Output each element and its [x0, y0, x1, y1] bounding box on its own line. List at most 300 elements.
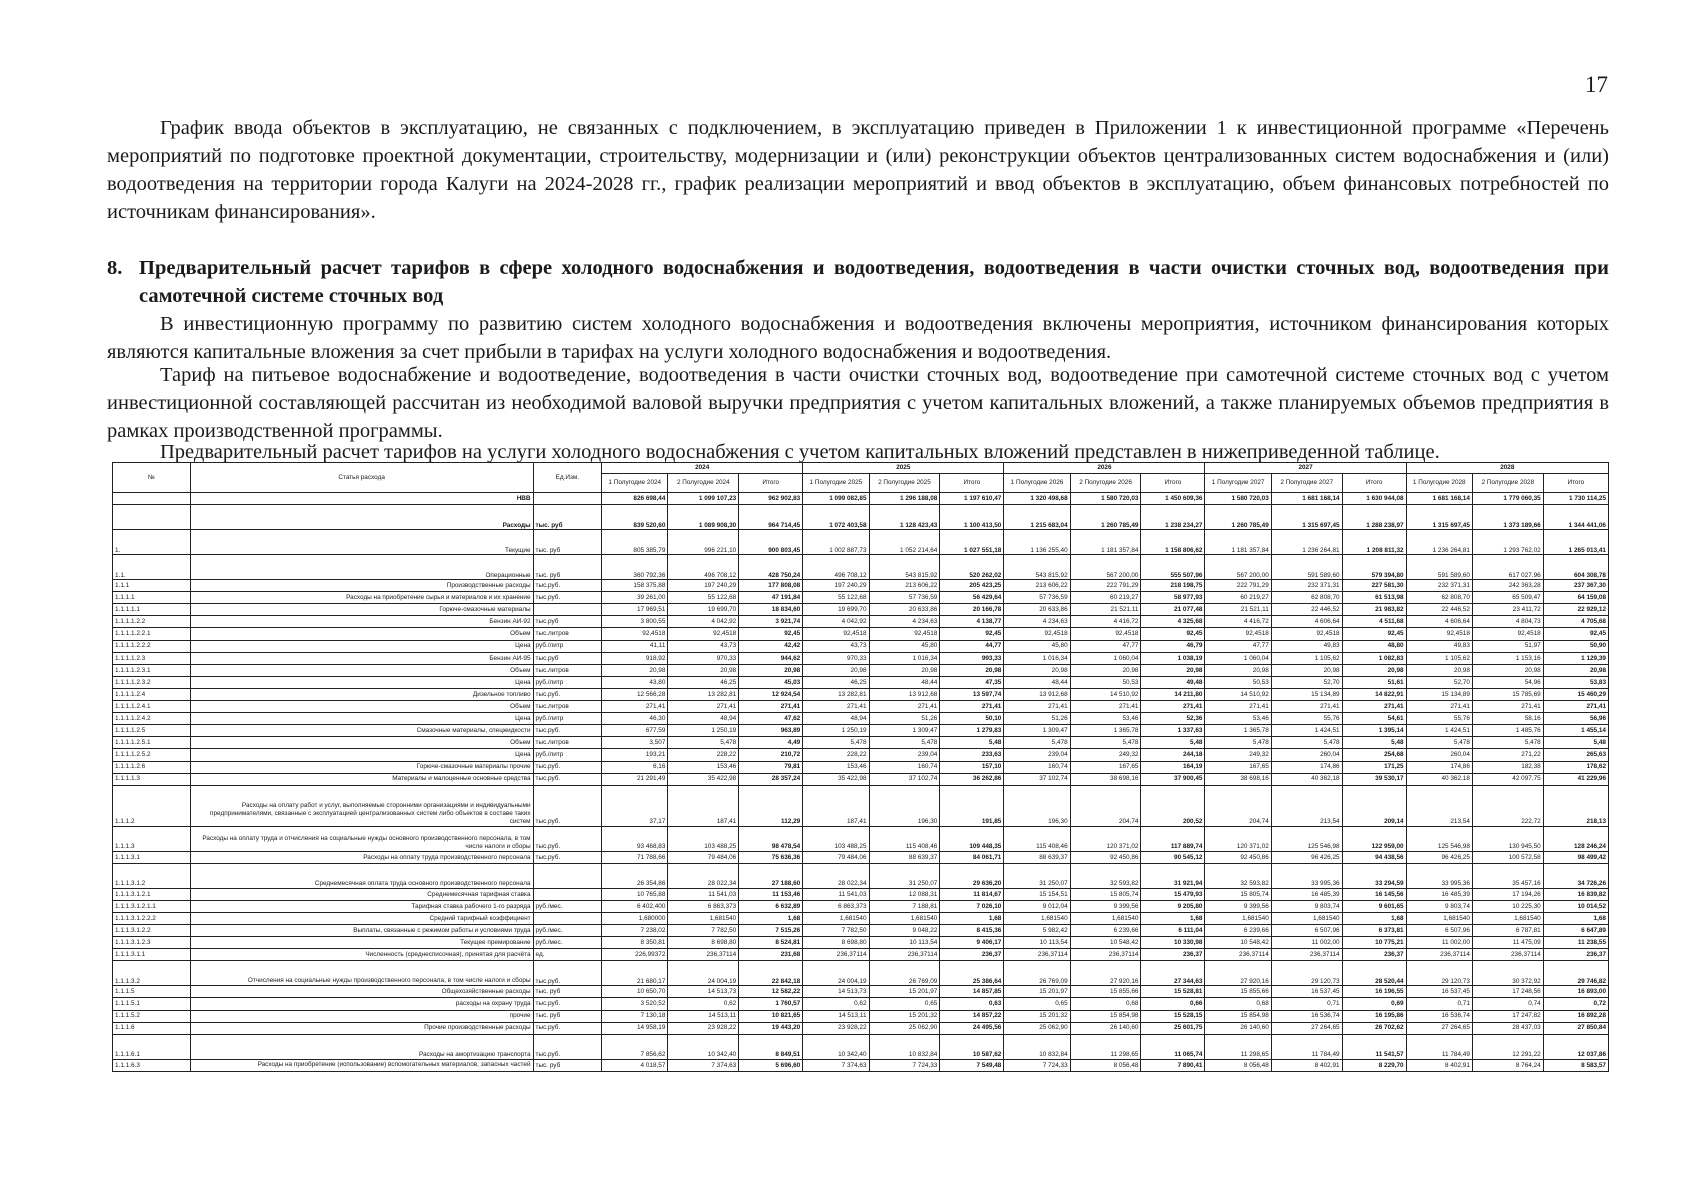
- cell-year-total: 209,14: [1342, 785, 1406, 826]
- cell-value: 543 815,92: [869, 555, 940, 580]
- cell-value: 4 234,63: [869, 616, 940, 628]
- cell-year-total: 962 902,83: [739, 493, 803, 505]
- row-unit: руб./литр: [533, 749, 602, 761]
- row-item-name: Цена: [190, 676, 533, 688]
- table-row: [113, 604, 1609, 616]
- cell-value: 9 803,74: [1406, 900, 1472, 912]
- cell-year-total: 1 265 013,41: [1543, 530, 1608, 555]
- cell-value: 826 698,44: [602, 493, 668, 505]
- cell-value: 0,62: [668, 998, 739, 1010]
- cell-year-total: 8 849,51: [739, 1034, 803, 1059]
- cell-value: 92,4518: [869, 628, 940, 640]
- row-unit: тыс.литров: [533, 664, 602, 676]
- cell-value: 20,98: [668, 664, 739, 676]
- cell-year-total: 5,48: [940, 737, 1004, 749]
- cell-value: 14 510,92: [1205, 688, 1271, 700]
- cell-value: 15 201,32: [869, 1010, 940, 1022]
- cell-value: 92,4518: [668, 628, 739, 640]
- row-unit: руб./литр: [533, 640, 602, 652]
- cell-value: 12 088,31: [869, 888, 940, 900]
- cell-value: 11 298,65: [1205, 1034, 1271, 1059]
- table-row: [113, 888, 1609, 900]
- cell-value: 13 282,81: [803, 688, 869, 700]
- cell-year-total: 52,36: [1141, 713, 1205, 725]
- cell-value: 6 239,66: [1205, 925, 1271, 937]
- cell-year-total: 49,48: [1141, 676, 1205, 688]
- cell-value: 42 097,75: [1472, 773, 1543, 785]
- table-row: [113, 949, 1609, 961]
- cell-value: 31 250,07: [869, 863, 940, 888]
- cell-value: 232 371,31: [1406, 580, 1472, 592]
- row-number: 1.1.1.1.3: [113, 773, 191, 785]
- table-row: [113, 761, 1609, 773]
- cell-value: 14 513,73: [668, 986, 739, 998]
- cell-value: 46,25: [803, 676, 869, 688]
- row-item-name: Бензин АИ-95: [190, 652, 533, 664]
- cell-value: 55,76: [1271, 713, 1342, 725]
- header-year: 2024: [602, 463, 803, 474]
- tariff-calculation-table: [112, 462, 1609, 1072]
- cell-value: 20 633,86: [869, 604, 940, 616]
- row-item-name: Отчисления на социальные нужды производственного персонала, в том числе налоги и сборы: [190, 961, 533, 986]
- cell-value: 8 698,80: [668, 937, 739, 949]
- row-unit: [533, 888, 602, 900]
- header-year: 2025: [803, 463, 1004, 474]
- cell-value: 92,4518: [1070, 628, 1141, 640]
- cell-value: 8 056,48: [1205, 1059, 1271, 1071]
- cell-value: 92,4518: [1406, 628, 1472, 640]
- cell-value: 38 698,16: [1070, 773, 1141, 785]
- cell-year-total: 271,41: [1141, 701, 1205, 713]
- cell-year-total: 8 524,81: [739, 937, 803, 949]
- cell-value: 239,04: [1004, 749, 1070, 761]
- cell-year-total: 10 587,62: [940, 1034, 1004, 1059]
- cell-value: 918,92: [602, 652, 668, 664]
- cell-year-total: 42,42: [739, 640, 803, 652]
- header-total: Итого: [1141, 474, 1205, 493]
- cell-value: 0,65: [869, 998, 940, 1010]
- row-number: 1.1.1.1.2.3.1: [113, 664, 191, 676]
- cell-year-total: 1 158 806,62: [1141, 530, 1205, 555]
- cell-year-total: 231,68: [739, 949, 803, 961]
- cell-value: 11 784,49: [1271, 1034, 1342, 1059]
- cell-year-total: 50,90: [1543, 640, 1608, 652]
- row-number: 1.1.1.1.2.6: [113, 761, 191, 773]
- cell-value: 9 803,74: [1271, 900, 1342, 912]
- cell-value: 51,26: [1004, 713, 1070, 725]
- row-item-name: Выплаты, связанные с режимом работы и условиями труда: [190, 925, 533, 937]
- cell-value: 271,41: [1004, 701, 1070, 713]
- row-unit: руб./мес.: [533, 900, 602, 912]
- cell-value: 58,16: [1472, 713, 1543, 725]
- page-number: 17: [1585, 72, 1608, 97]
- section-heading: [107, 254, 1609, 310]
- cell-value: 23 411,72: [1472, 604, 1543, 616]
- row-number: 1.1.1.2: [113, 785, 191, 826]
- cell-year-total: 58 977,93: [1141, 592, 1205, 604]
- cell-value: 213,54: [1406, 785, 1472, 826]
- cell-year-total: 11 238,55: [1543, 937, 1608, 949]
- cell-value: 31 250,07: [1004, 863, 1070, 888]
- cell-value: 8 350,81: [602, 937, 668, 949]
- cell-value: 591 589,60: [1406, 555, 1472, 580]
- cell-year-total: 6 373,81: [1342, 925, 1406, 937]
- cell-year-total: 12 924,54: [739, 688, 803, 700]
- cell-value: 79 484,06: [803, 851, 869, 863]
- cell-value: 226,99372: [602, 949, 668, 961]
- cell-value: 14 958,19: [602, 1022, 668, 1034]
- cell-value: 249,32: [1205, 749, 1271, 761]
- cell-year-total: 10 330,98: [1141, 937, 1205, 949]
- row-number: 1.1.1.5.2: [113, 1010, 191, 1022]
- cell-value: 47,77: [1205, 640, 1271, 652]
- cell-value: 4 606,64: [1271, 616, 1342, 628]
- cell-value: 1 485,76: [1472, 725, 1543, 737]
- cell-year-total: 254,68: [1342, 749, 1406, 761]
- cell-value: 43,80: [602, 676, 668, 688]
- cell-value: 567 200,00: [1205, 555, 1271, 580]
- cell-value: 7 374,63: [803, 1059, 869, 1071]
- cell-year-total: 41 229,96: [1543, 773, 1608, 785]
- cell-value: 16 537,45: [1406, 986, 1472, 998]
- cell-value: 49,83: [1271, 640, 1342, 652]
- table-row: [113, 688, 1609, 700]
- cell-year-total: 11 814,67: [940, 888, 1004, 900]
- cell-value: 1 002 887,73: [803, 530, 869, 555]
- row-unit: руб./мес.: [533, 937, 602, 949]
- cell-value: 271,41: [803, 701, 869, 713]
- cell-value: 21 680,17: [602, 961, 668, 986]
- header-name: Статья расхода: [190, 463, 533, 493]
- cell-value: 10 225,30: [1472, 900, 1543, 912]
- cell-value: 187,41: [803, 785, 869, 826]
- cell-value: 591 589,60: [1271, 555, 1342, 580]
- cell-value: 28 022,34: [803, 863, 869, 888]
- table-row: [113, 998, 1609, 1010]
- cell-value: 1,681540: [1472, 912, 1543, 924]
- cell-value: 7 782,50: [803, 925, 869, 937]
- cell-value: 93 468,83: [602, 826, 668, 851]
- cell-value: 1 293 762,02: [1472, 530, 1543, 555]
- cell-value: 213,54: [1271, 785, 1342, 826]
- cell-year-total: 271,41: [940, 701, 1004, 713]
- row-unit: тыс.руб.: [533, 785, 602, 826]
- cell-value: 5 982,42: [1004, 925, 1070, 937]
- cell-value: 26 140,60: [1205, 1022, 1271, 1034]
- cell-year-total: 92,45: [1543, 628, 1608, 640]
- cell-value: 65 509,47: [1472, 592, 1543, 604]
- cell-value: 236,37114: [1271, 949, 1342, 961]
- cell-value: 196,30: [1004, 785, 1070, 826]
- row-item-name: Среднемесячная оплата труда основного производственного персонала: [190, 863, 533, 888]
- cell-value: 35 422,98: [668, 773, 739, 785]
- row-unit: [533, 604, 602, 616]
- cell-year-total: 36 262,86: [940, 773, 1004, 785]
- header-h2: 2 Полугодие 2027: [1271, 474, 1342, 493]
- cell-value: 27 264,65: [1271, 1022, 1342, 1034]
- cell-value: 10 113,54: [1004, 937, 1070, 949]
- cell-year-total: 51,61: [1342, 676, 1406, 688]
- cell-year-total: 205 423,25: [940, 580, 1004, 592]
- cell-value: 17 247,82: [1472, 1010, 1543, 1022]
- cell-value: 1 424,51: [1271, 725, 1342, 737]
- cell-value: 8 764,24: [1472, 1059, 1543, 1071]
- cell-value: 15 805,74: [1070, 888, 1141, 900]
- header-no: №: [113, 463, 191, 493]
- cell-value: 92 450,86: [1205, 851, 1271, 863]
- row-number: 1.1.1.1.2.3.2: [113, 676, 191, 688]
- cell-value: 103 488,25: [803, 826, 869, 851]
- row-number: 1.: [113, 530, 191, 555]
- cell-value: 60 219,27: [1205, 592, 1271, 604]
- cell-value: 1 052 214,64: [869, 530, 940, 555]
- cell-value: 4 042,92: [803, 616, 869, 628]
- cell-year-total: 47,35: [940, 676, 1004, 688]
- cell-year-total: 10 014,52: [1543, 900, 1608, 912]
- cell-value: 160,74: [869, 761, 940, 773]
- row-number: 1.1.1.3.1.2.2.2: [113, 912, 191, 924]
- row-number: 1.1.1.3: [113, 826, 191, 851]
- row-item-name: Объем: [190, 628, 533, 640]
- cell-year-total: 993,33: [940, 652, 1004, 664]
- cell-year-total: 79,81: [739, 761, 803, 773]
- table-row: [113, 925, 1609, 937]
- table-row: [113, 1059, 1609, 1071]
- row-unit: руб./мес.: [533, 925, 602, 937]
- cell-year-total: 12 582,22: [739, 986, 803, 998]
- cell-value: 6 239,66: [1070, 925, 1141, 937]
- cell-year-total: 112,29: [739, 785, 803, 826]
- cell-year-total: 109 448,35: [940, 826, 1004, 851]
- row-number: 1.1.1.6.1: [113, 1034, 191, 1059]
- table-row: [113, 652, 1609, 664]
- cell-year-total: 5,48: [1543, 737, 1608, 749]
- cell-value: 32 593,82: [1205, 863, 1271, 888]
- cell-year-total: 45,03: [739, 676, 803, 688]
- cell-value: 1,681540: [1070, 912, 1141, 924]
- cell-value: 57 736,59: [1004, 592, 1070, 604]
- cell-value: 4 234,63: [1004, 616, 1070, 628]
- cell-value: 6 507,96: [1271, 925, 1342, 937]
- row-unit: [533, 493, 602, 505]
- row-unit: тыс.руб.: [533, 1034, 602, 1059]
- row-item-name: Цена: [190, 749, 533, 761]
- row-number: [113, 493, 191, 505]
- row-item-name: Цена: [190, 640, 533, 652]
- cell-value: 29 120,73: [1406, 961, 1472, 986]
- cell-year-total: 1 630 944,08: [1342, 493, 1406, 505]
- header-total: Итого: [940, 474, 1004, 493]
- row-number: 1.1.1.6: [113, 1022, 191, 1034]
- cell-value: 7 130,18: [602, 1010, 668, 1022]
- cell-value: 92,4518: [1004, 628, 1070, 640]
- cell-year-total: 0,72: [1543, 998, 1608, 1010]
- row-unit: тыс. руб: [533, 530, 602, 555]
- cell-year-total: 15 528,15: [1141, 1010, 1205, 1022]
- cell-value: 1 089 908,30: [668, 505, 739, 530]
- cell-value: 16 536,74: [1406, 1010, 1472, 1022]
- cell-year-total: 15 460,29: [1543, 688, 1608, 700]
- cell-value: 16 485,39: [1271, 888, 1342, 900]
- cell-year-total: 37 900,45: [1141, 773, 1205, 785]
- cell-value: 9 399,56: [1070, 900, 1141, 912]
- cell-value: 27 920,16: [1205, 961, 1271, 986]
- cell-value: 6 863,373: [803, 900, 869, 912]
- cell-year-total: 8 415,36: [940, 925, 1004, 937]
- cell-value: 7 724,33: [869, 1059, 940, 1071]
- cell-value: 26 140,60: [1070, 1022, 1141, 1034]
- cell-year-total: 39 530,17: [1342, 773, 1406, 785]
- cell-value: 1 580 720,03: [1070, 493, 1141, 505]
- row-number: 1.1.1.5.1: [113, 998, 191, 1010]
- cell-value: 839 520,60: [602, 505, 668, 530]
- cell-value: 50,53: [1205, 676, 1271, 688]
- cell-value: 260,04: [1406, 749, 1472, 761]
- cell-value: 20 633,86: [1004, 604, 1070, 616]
- row-unit: [533, 912, 602, 924]
- cell-value: 79 484,06: [668, 851, 739, 863]
- cell-year-total: 53,83: [1543, 676, 1608, 688]
- cell-value: 1 250,19: [803, 725, 869, 737]
- cell-value: 1 099 082,85: [803, 493, 869, 505]
- cell-value: 4 042,92: [668, 616, 739, 628]
- row-number: 1.1.1.3.1: [113, 851, 191, 863]
- cell-value: 1 250,19: [668, 725, 739, 737]
- row-unit: [533, 863, 602, 888]
- cell-year-total: 16 893,00: [1543, 986, 1608, 998]
- row-unit: тыс. руб: [533, 986, 602, 998]
- cell-value: 174,86: [1406, 761, 1472, 773]
- cell-value: 13 912,68: [869, 688, 940, 700]
- cell-value: 45,80: [869, 640, 940, 652]
- row-item-name: расходы на охрану труда: [190, 998, 533, 1010]
- cell-value: 1,681540: [869, 912, 940, 924]
- cell-value: 11 002,00: [1271, 937, 1342, 949]
- cell-value: 17 969,51: [602, 604, 668, 616]
- cell-year-total: 98 499,42: [1543, 851, 1608, 863]
- table-year-header-row: [113, 463, 1609, 474]
- cell-value: 23 928,22: [803, 1022, 869, 1034]
- row-item-name: Объем: [190, 737, 533, 749]
- cell-year-total: 8 229,70: [1342, 1059, 1406, 1071]
- cell-year-total: 6 647,89: [1543, 925, 1608, 937]
- cell-value: 11 002,00: [1406, 937, 1472, 949]
- cell-value: 23 928,22: [668, 1022, 739, 1034]
- cell-year-total: 21 077,48: [1141, 604, 1205, 616]
- cell-value: 271,41: [1205, 701, 1271, 713]
- table-row: [113, 725, 1609, 737]
- table-row: [113, 1010, 1609, 1022]
- cell-year-total: 218 198,75: [1141, 580, 1205, 592]
- table-row: [113, 530, 1609, 555]
- cell-year-total: 10 821,65: [739, 1010, 803, 1022]
- paragraph-text: В инвестиционную программу по развитию систем холодного водоснабжения и водоотведения включены мероприятия, источником финансирования которых являются капитальные вложения за счет прибыли в тарифах на услуги холодного водоснабжения и водоотведения.: [107, 313, 1609, 363]
- cell-year-total: 271,41: [1342, 701, 1406, 713]
- cell-value: 4 018,57: [602, 1059, 668, 1071]
- cell-value: 15 134,89: [1406, 688, 1472, 700]
- cell-year-total: 271,41: [739, 701, 803, 713]
- row-number: 1.1.1.6.3: [113, 1059, 191, 1071]
- cell-value: 5,478: [1271, 737, 1342, 749]
- row-item-name: Расходы на оплату работ и услуг, выполняемые сторонними организациями и индивидуальными предпринимателями, связанные с эксплуатацией централизованных систем либо объектов в составе таких систем: [190, 785, 533, 826]
- cell-year-total: 25 386,64: [940, 961, 1004, 986]
- cell-value: 14 513,11: [803, 1010, 869, 1022]
- cell-year-total: 1 337,63: [1141, 725, 1205, 737]
- row-number: 1.1.1.3.1.2.2: [113, 925, 191, 937]
- cell-value: 271,41: [1472, 701, 1543, 713]
- cell-value: 153,46: [668, 761, 739, 773]
- cell-value: 1 236 264,81: [1271, 530, 1342, 555]
- cell-year-total: 28 520,44: [1342, 961, 1406, 986]
- cell-year-total: 61 513,98: [1342, 592, 1406, 604]
- cell-year-total: 14 857,22: [940, 1010, 1004, 1022]
- cell-value: 8 698,80: [803, 937, 869, 949]
- cell-year-total: 20,98: [739, 664, 803, 676]
- cell-year-total: 92,45: [739, 628, 803, 640]
- row-number: 1.1.1.1.2.4.1: [113, 701, 191, 713]
- cell-value: 125 546,98: [1271, 826, 1342, 851]
- row-number: 1.1.1.1.1: [113, 604, 191, 616]
- cell-value: 239,04: [869, 749, 940, 761]
- row-number: 1.1.1.1.2.5.2: [113, 749, 191, 761]
- row-item-name: Текущие: [190, 530, 533, 555]
- cell-year-total: 944,62: [739, 652, 803, 664]
- cell-value: 53,46: [1070, 713, 1141, 725]
- row-unit: тыс.руб.: [533, 851, 602, 863]
- cell-year-total: 12 037,86: [1543, 1034, 1608, 1059]
- cell-value: 222 791,29: [1070, 580, 1141, 592]
- cell-value: 20,98: [1070, 664, 1141, 676]
- cell-value: 22 446,52: [1406, 604, 1472, 616]
- table-row: [113, 592, 1609, 604]
- cell-year-total: 604 308,78: [1543, 555, 1608, 580]
- cell-year-total: 18 834,60: [739, 604, 803, 616]
- cell-value: 53,46: [1205, 713, 1271, 725]
- cell-value: 10 650,70: [602, 986, 668, 998]
- paragraph-tariff: [107, 361, 1609, 445]
- cell-value: 35 457,16: [1472, 863, 1543, 888]
- cell-value: 1 099 107,23: [668, 493, 739, 505]
- row-number: 1.1.: [113, 555, 191, 580]
- cell-value: 15 854,98: [1070, 1010, 1141, 1022]
- cell-year-total: 1,68: [940, 912, 1004, 924]
- cell-value: 0,65: [1004, 998, 1070, 1010]
- cell-value: 197 240,29: [803, 580, 869, 592]
- table-row: [113, 851, 1609, 863]
- row-unit: руб./литр: [533, 676, 602, 688]
- cell-year-total: 92,45: [940, 628, 1004, 640]
- cell-value: 228,22: [668, 749, 739, 761]
- cell-year-total: 5,48: [1141, 737, 1205, 749]
- cell-year-total: 4 325,68: [1141, 616, 1205, 628]
- cell-year-total: 1 082,83: [1342, 652, 1406, 664]
- cell-value: 130 945,50: [1472, 826, 1543, 851]
- cell-value: 0,71: [1406, 998, 1472, 1010]
- cell-value: 153,46: [803, 761, 869, 773]
- cell-value: 43,73: [803, 640, 869, 652]
- cell-value: 1 105,62: [1271, 652, 1342, 664]
- cell-value: 9 012,04: [1004, 900, 1070, 912]
- cell-value: 1 072 403,58: [803, 505, 869, 530]
- cell-value: 55 122,68: [668, 592, 739, 604]
- cell-value: 45,80: [1004, 640, 1070, 652]
- cell-year-total: 5 696,60: [739, 1059, 803, 1071]
- cell-year-total: 27 188,60: [739, 863, 803, 888]
- tariff-table-wrapper: [112, 462, 1609, 1072]
- cell-year-total: 1 279,83: [940, 725, 1004, 737]
- row-number: 1.1.1.1.2.5.1: [113, 737, 191, 749]
- table-row: [113, 616, 1609, 628]
